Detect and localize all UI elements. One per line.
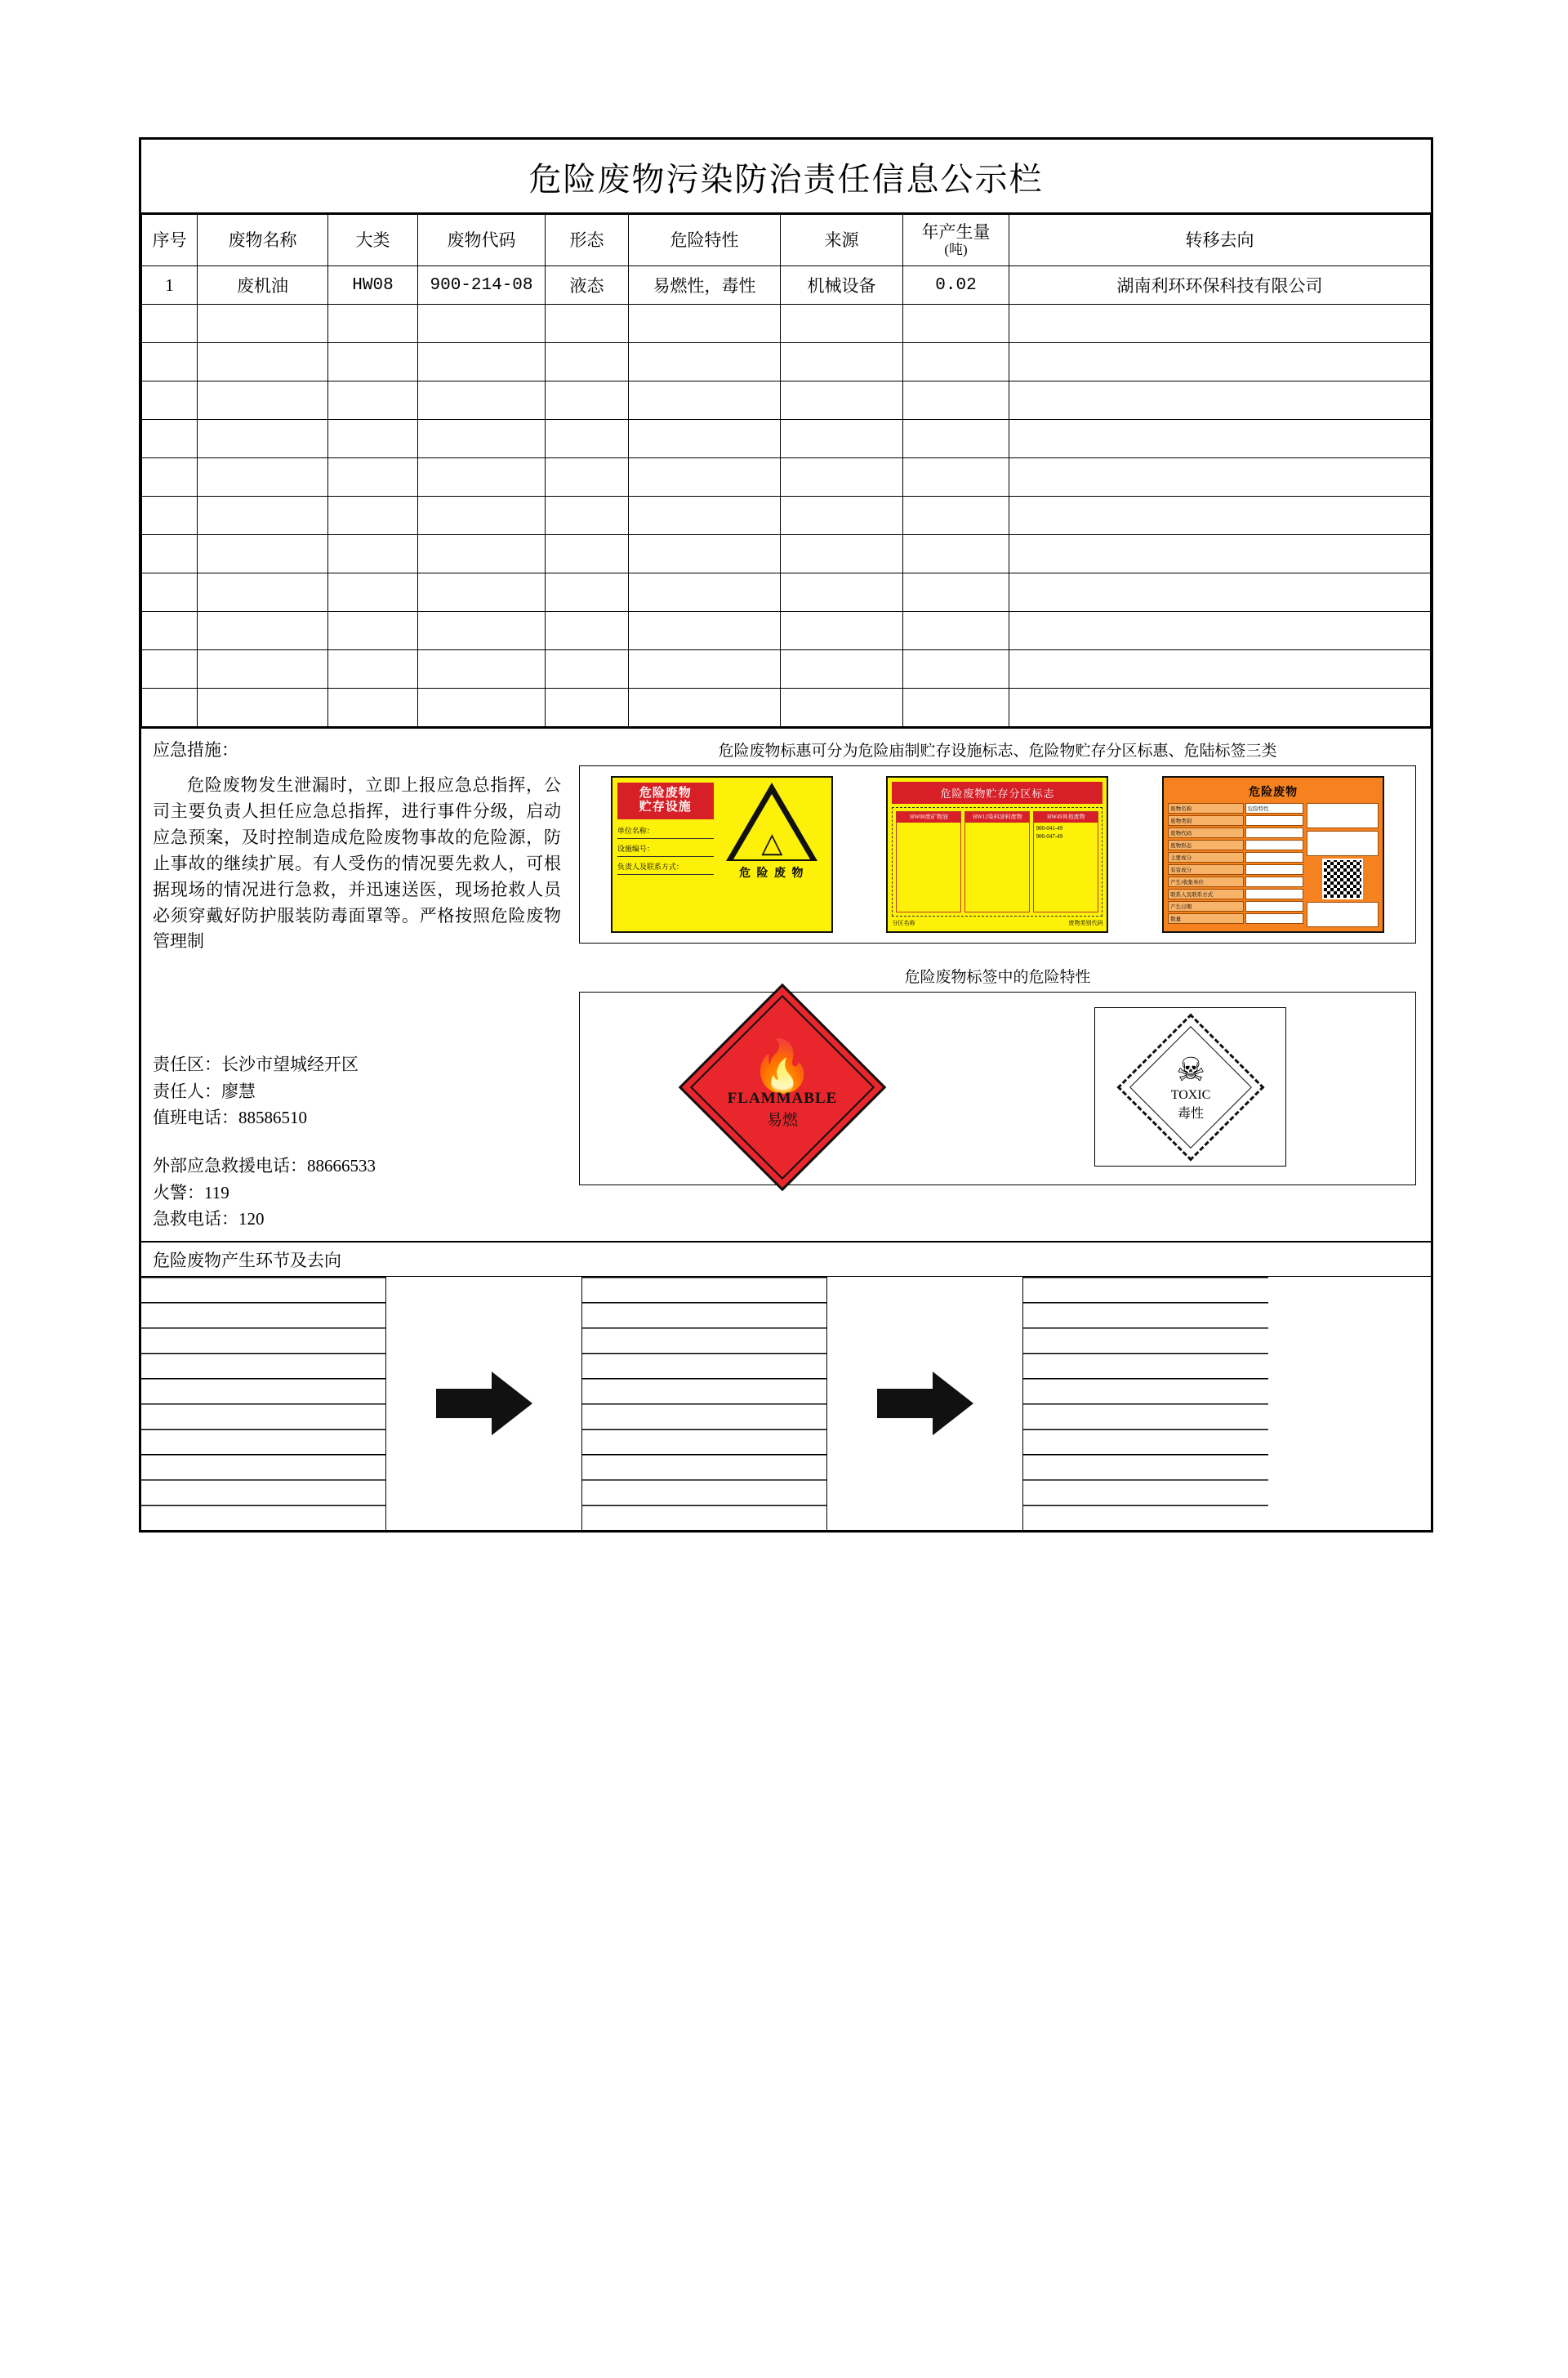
cell-empty (328, 458, 418, 497)
signs-caption: 危险废物标惠可分为危险庙制贮存设施标志、危险物贮存分区标惠、危陆标签三类 (718, 743, 1277, 760)
cell-empty (903, 612, 1009, 650)
responsibility-person: 责任人：廖慧 (153, 1081, 256, 1101)
zone-cell-head: HW12染料涂料废物 (965, 812, 1029, 823)
cell-code: 900-214-08 (418, 266, 546, 305)
flammable-diamond (679, 983, 887, 1191)
cell-empty (142, 343, 198, 381)
label-field-row (1168, 828, 1303, 838)
label-right-box-3 (1307, 902, 1379, 927)
facility-field-contact: 负责人及联系方式： (617, 860, 714, 875)
public-information-board (139, 137, 1433, 1533)
cell-state: 液态 (546, 266, 629, 305)
cell-name: 废机油 (198, 266, 328, 305)
cell-empty (1009, 305, 1431, 343)
facility-sign-left (617, 783, 714, 926)
emergency-measures-paragraph: 危险废物发生泄漏时，立即上报应急总指挥，公司主要负责人担任应急总指挥，进行事件分级，启动应急预案，及时控制造成危险废物事故的危险源，防止事故的继续扩展。有人受伤的情况要先救人，可根据现场的情况进行急救，并迅速送医，现场抢救人员必须穿戴好防护服装防毒面罩等。严格按照危险废物管理制 (153, 775, 561, 952)
cell-empty (903, 458, 1009, 497)
table-row (142, 266, 1431, 305)
label-field-row (1168, 913, 1303, 924)
label-right-box-1 (1307, 803, 1379, 828)
facility-sign-title-line2: 贮存设施 (639, 801, 692, 814)
th-category: 大类 (328, 215, 418, 266)
zone-sign-body (892, 807, 1102, 917)
flame-icon: 🔥 (751, 1038, 814, 1095)
cell-empty (546, 573, 629, 612)
cell-empty (903, 573, 1009, 612)
th-name: 废物名称 (198, 215, 328, 266)
cell-empty (781, 458, 903, 497)
th-destination: 转移去向 (1009, 215, 1431, 266)
th-annual-output-unit: (吨) (944, 242, 968, 258)
zone-cell-head: HW49其他废物 (1034, 812, 1098, 823)
page-title: 危险废物污染防治责任信息公示栏 (141, 140, 1431, 214)
cell-empty (142, 612, 198, 650)
cell-empty (328, 650, 418, 689)
qr-code-icon (1322, 859, 1363, 899)
cell-empty (629, 689, 781, 727)
zone-footer-right: 废物类别代码 (1068, 920, 1103, 926)
storage-zone-sign (886, 776, 1108, 933)
signs-column (572, 729, 1431, 1241)
label-field-state: 废物形态 (1168, 840, 1243, 850)
cell-empty (629, 305, 781, 343)
zone-sign-footer (892, 919, 1102, 927)
label-field-row (1168, 889, 1303, 899)
cell-destination: 湖南利环环保科技有限公司 (1009, 266, 1431, 305)
cell-empty (781, 497, 903, 535)
hazardous-waste-label-sign (1162, 776, 1384, 933)
cell-empty (418, 381, 546, 420)
label-right-box-2 (1307, 831, 1379, 856)
label-sign-title: 危险废物 (1249, 787, 1298, 799)
cell-empty (1009, 535, 1431, 573)
label-field-quantity: 数量 (1168, 913, 1243, 924)
th-source: 来源 (781, 215, 903, 266)
cell-empty (1009, 343, 1431, 381)
table-row (142, 381, 1431, 420)
cell-empty (142, 650, 198, 689)
flow-arrow-2 (827, 1277, 1023, 1530)
label-field-blank (1245, 815, 1304, 826)
duty-phone: 值班电话：88586510 (153, 1108, 307, 1128)
label-field-blank (1245, 877, 1304, 887)
flammable-text-en: FLAMMABLE (727, 1089, 838, 1107)
flow-column-disposal (1023, 1277, 1268, 1530)
cell-empty (142, 535, 198, 573)
cell-empty (418, 420, 546, 458)
cell-empty (629, 497, 781, 535)
th-state: 形态 (546, 215, 629, 266)
arrow-right-icon (436, 1372, 532, 1435)
cell-empty (418, 535, 546, 573)
arrow-right-icon (877, 1372, 973, 1435)
cell-empty (629, 381, 781, 420)
label-field-blank (1245, 913, 1304, 924)
cell-empty (198, 689, 328, 727)
table-row (142, 458, 1431, 497)
cell-empty (1009, 650, 1431, 689)
skull-crossbones-icon: ☠ (1175, 1051, 1205, 1087)
flow-diagram (141, 1276, 1431, 1530)
cell-empty (781, 381, 903, 420)
label-field-row (1168, 864, 1303, 875)
facility-sign-title-line1: 危险废物 (639, 787, 692, 800)
cell-empty (903, 305, 1009, 343)
toxic-card (1094, 1007, 1286, 1167)
cell-empty (198, 650, 328, 689)
label-field-blank (1245, 852, 1304, 863)
cell-empty (903, 420, 1009, 458)
cell-empty (418, 343, 546, 381)
cell-empty (328, 381, 418, 420)
label-field-blank (1245, 901, 1304, 912)
label-field-hazard: 危险特性 (1245, 803, 1304, 814)
cell-empty (418, 689, 546, 727)
external-rescue-phone: 外部应急救援电话：88666533 (153, 1155, 376, 1176)
cell-empty (629, 573, 781, 612)
cell-empty (418, 458, 546, 497)
toxic-content (1141, 1037, 1241, 1137)
cell-empty (1009, 573, 1431, 612)
facility-sign-right (718, 783, 826, 926)
label-sign-grid (1168, 803, 1379, 927)
facility-field-unit: 单位名称： (617, 824, 714, 839)
cell-empty (781, 420, 903, 458)
table-body (142, 266, 1431, 727)
cell-empty (629, 343, 781, 381)
toxic-text-en: TOXIC (1170, 1087, 1210, 1101)
cell-empty (1009, 381, 1431, 420)
zone-footer-left: 分区名称 (892, 920, 915, 926)
cell-empty (198, 381, 328, 420)
cell-empty (328, 305, 418, 343)
label-field-category: 废物类别 (1168, 815, 1243, 826)
cell-empty (546, 535, 629, 573)
cell-empty (629, 420, 781, 458)
cell-empty (198, 458, 328, 497)
cell-empty (546, 612, 629, 650)
cell-empty (198, 612, 328, 650)
cell-empty (781, 612, 903, 650)
cell-empty (142, 458, 198, 497)
cell-empty (328, 689, 418, 727)
label-field-row (1168, 877, 1303, 887)
ambulance-phone: 急救电话：120 (153, 1209, 265, 1229)
table-row (142, 573, 1431, 612)
label-field-row (1168, 840, 1303, 850)
cell-empty (546, 458, 629, 497)
cell-empty (198, 535, 328, 573)
cell-empty (1009, 420, 1431, 458)
cell-empty (781, 650, 903, 689)
cell-empty (328, 497, 418, 535)
zone-sign-title: 危险废物贮存分区标志 (892, 782, 1102, 804)
cell-empty (328, 573, 418, 612)
cell-annual: 0.02 (903, 266, 1009, 305)
cell-empty (142, 420, 198, 458)
cell-category: HW08 (328, 266, 418, 305)
flow-arrow-1 (386, 1277, 582, 1530)
label-field-contact: 联系人及联系方式 (1168, 889, 1243, 899)
cell-empty (629, 458, 781, 497)
flammable-text-cn: 易燃 (766, 1111, 798, 1129)
th-annual-output (903, 215, 1009, 266)
cell-empty (1009, 612, 1431, 650)
th-code: 废物代码 (418, 215, 546, 266)
zone-cell-code-1: 900-041-49 (1036, 824, 1063, 832)
cell-empty (328, 343, 418, 381)
waste-table (141, 214, 1431, 727)
facility-sign-title (617, 783, 714, 819)
cell-empty (629, 535, 781, 573)
cell-empty (328, 420, 418, 458)
table-row (142, 305, 1431, 343)
cell-empty (546, 497, 629, 535)
cell-empty (418, 305, 546, 343)
cell-empty (546, 420, 629, 458)
cell-empty (328, 612, 418, 650)
cell-empty (781, 689, 903, 727)
external-contacts-block (153, 1153, 561, 1233)
zone-cell (896, 811, 961, 912)
zone-cell (1033, 811, 1098, 912)
label-field-blank (1245, 828, 1304, 838)
label-field-blank (1245, 864, 1304, 875)
cell-empty (418, 650, 546, 689)
cell-empty (781, 535, 903, 573)
cell-empty (781, 573, 903, 612)
cell-empty (629, 612, 781, 650)
cell-empty (142, 305, 198, 343)
cell-empty (198, 420, 328, 458)
label-field-harmful-component: 有害成分 (1168, 864, 1243, 875)
cell-empty (903, 497, 1009, 535)
cell-empty (1009, 497, 1431, 535)
toxic-text-cn: 毒性 (1177, 1106, 1204, 1120)
cell-empty (546, 689, 629, 727)
cell-empty (903, 535, 1009, 573)
th-no: 序号 (142, 215, 198, 266)
flow-section-label: 危险废物产生环节及去向 (141, 1241, 1431, 1276)
label-field-row (1168, 803, 1303, 814)
label-sign-fields (1168, 803, 1303, 927)
cell-source: 机械设备 (781, 266, 903, 305)
table-row (142, 535, 1431, 573)
fire-phone: 火警：119 (153, 1182, 229, 1202)
zone-cell (964, 811, 1030, 912)
label-sign-right (1307, 803, 1379, 927)
cell-empty (903, 650, 1009, 689)
table-row (142, 420, 1431, 458)
cell-empty (142, 381, 198, 420)
cell-empty (418, 612, 546, 650)
table-header-row (142, 215, 1431, 266)
cell-empty (1009, 689, 1431, 727)
cell-empty (142, 689, 198, 727)
zone-cell-head: HW08废矿物油 (897, 812, 960, 823)
cell-empty (418, 497, 546, 535)
label-field-row (1168, 815, 1303, 826)
label-field-blank (1245, 840, 1304, 850)
cell-empty (546, 343, 629, 381)
cell-empty (142, 573, 198, 612)
emergency-section (141, 727, 1431, 1241)
cell-empty (198, 573, 328, 612)
label-field-code: 废物代码 (1168, 828, 1243, 838)
cell-empty (198, 343, 328, 381)
label-field-date: 产生日期 (1168, 901, 1243, 912)
emergency-measures-label: 应急措施： (153, 740, 238, 760)
cell-empty (903, 343, 1009, 381)
cell-empty (903, 381, 1009, 420)
cell-empty (1009, 458, 1431, 497)
label-field-row (1168, 901, 1303, 912)
flow-column-generation (141, 1277, 386, 1530)
label-field-row (1168, 852, 1303, 863)
cell-empty (142, 497, 198, 535)
storage-facility-sign (611, 776, 833, 933)
cell-empty (418, 573, 546, 612)
cell-empty (198, 497, 328, 535)
zone-cell-code-2: 900-047-49 (1036, 833, 1063, 840)
table-row (142, 689, 1431, 727)
th-annual-output-label: 年产生量 (921, 222, 991, 243)
responsibility-block (153, 1051, 561, 1131)
facility-field-number: 设施编号： (617, 842, 714, 857)
table-row (142, 343, 1431, 381)
facility-sign-footer: 危 险 废 物 (739, 868, 805, 880)
cell-empty (546, 305, 629, 343)
cell-no: 1 (142, 266, 198, 305)
flow-column-storage (582, 1277, 827, 1530)
table-row (142, 650, 1431, 689)
flammable-content (711, 1016, 853, 1158)
hazard-tree-fish-icon: △ (726, 783, 817, 861)
cell-empty (546, 381, 629, 420)
table-row (142, 612, 1431, 650)
label-field-blank (1245, 889, 1304, 899)
table-row (142, 497, 1431, 535)
label-field-producer: 产生/收集单位 (1168, 877, 1243, 887)
emergency-text-column (141, 729, 572, 1241)
cell-empty (903, 689, 1009, 727)
cell-empty (781, 305, 903, 343)
label-field-name: 废物名称 (1168, 803, 1243, 814)
hazard-characteristics-box (579, 992, 1416, 1185)
cell-empty (328, 535, 418, 573)
cell-empty (546, 650, 629, 689)
toxic-diamond (1116, 1013, 1264, 1161)
cell-hazard: 易燃性，毒性 (629, 266, 781, 305)
cell-empty (781, 343, 903, 381)
th-hazard: 危险特性 (629, 215, 781, 266)
cell-empty (198, 305, 328, 343)
signs-box (579, 765, 1416, 944)
hazard-characteristics-caption: 危险废物标签中的危险特性 (904, 969, 1091, 986)
label-field-main-component: 主要成分 (1168, 852, 1243, 863)
responsibility-zone: 责任区：长沙市望城经开区 (153, 1055, 359, 1075)
facility-sign-fields (617, 824, 714, 878)
cell-empty (629, 650, 781, 689)
